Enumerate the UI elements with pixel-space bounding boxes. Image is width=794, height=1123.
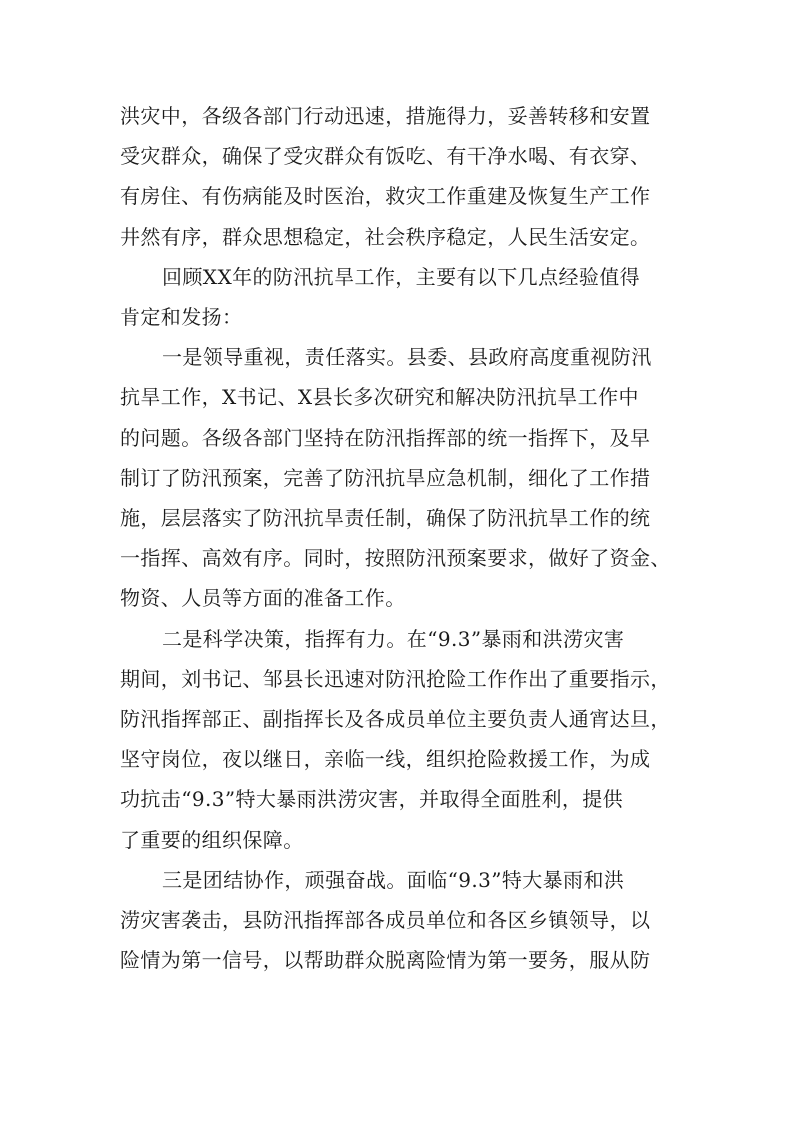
- text-line: 防汛指挥部正、副指挥长及各成员单位主要负责人通宵达旦，: [120, 707, 671, 732]
- paragraph-review-intro: [120, 257, 676, 337]
- text-line: 三是团结协作，顽强奋战。面临“9.3”特大暴雨和洪: [162, 867, 625, 892]
- text-line: 一指挥、高效有序。同时，按照防汛预案要求，做好了资金、: [120, 546, 671, 571]
- text-line: 了重要的组织保障。: [120, 827, 304, 852]
- text-line: 受灾群众，确保了受灾群众有饭吃、有干净水喝、有衣穿、: [120, 144, 651, 169]
- text-line: 涝灾害袭击，县防汛指挥部各成员单位和各区乡镇领导，以: [120, 908, 651, 933]
- document-body: [120, 96, 676, 980]
- text-line: 的问题。各级各部门坚持在防汛指挥部的统一指挥下，及早: [120, 425, 651, 450]
- text-line: 回顾XX年的防汛抗旱工作，主要有以下几点经验值得: [162, 264, 641, 289]
- text-line: 二是科学决策，指挥有力。在“9.3”暴雨和洪涝灾害: [162, 626, 625, 651]
- text-line: 险情为第一信号，以帮助群众脱离险情为第一要务，服从防: [120, 948, 651, 973]
- paragraph-point-two: [120, 619, 676, 860]
- text-line: 物资、人员等方面的准备工作。: [120, 586, 406, 611]
- text-line: 施，层层落实了防汛抗旱责任制，确保了防汛抗旱工作的统: [120, 506, 651, 531]
- text-line: 坚守岗位，夜以继日，亲临一线，组织抢险救援工作，为成: [120, 747, 651, 772]
- text-line: 井然有序，群众思想稳定，社会秩序稳定，人民生活安定。: [120, 224, 651, 249]
- text-line: 一是领导重视，责任落实。县委、县政府高度重视防汛: [162, 345, 652, 370]
- text-line: 抗旱工作，X书记、X县长多次研究和解决防汛抗旱工作中: [120, 385, 639, 410]
- paragraph-flood-relief-summary: [120, 96, 676, 257]
- paragraph-point-one: [120, 337, 676, 618]
- text-line: 期间，刘书记、邹县长迅速对防汛抢险工作作出了重要指示，: [120, 666, 671, 691]
- text-line: 有房住、有伤病能及时医治，救灾工作重建及恢复生产工作: [120, 184, 651, 209]
- text-line: 洪灾中，各级各部门行动迅速，措施得力，妥善转移和安置: [120, 104, 651, 128]
- text-line: 制订了防汛预案，完善了防汛抗旱应急机制，细化了工作措: [120, 465, 651, 490]
- paragraph-point-three: [120, 860, 676, 981]
- text-line: 肯定和发扬：: [120, 305, 243, 330]
- text-line: 功抗击“9.3”特大暴雨洪涝灾害，并取得全面胜利，提供: [120, 787, 624, 812]
